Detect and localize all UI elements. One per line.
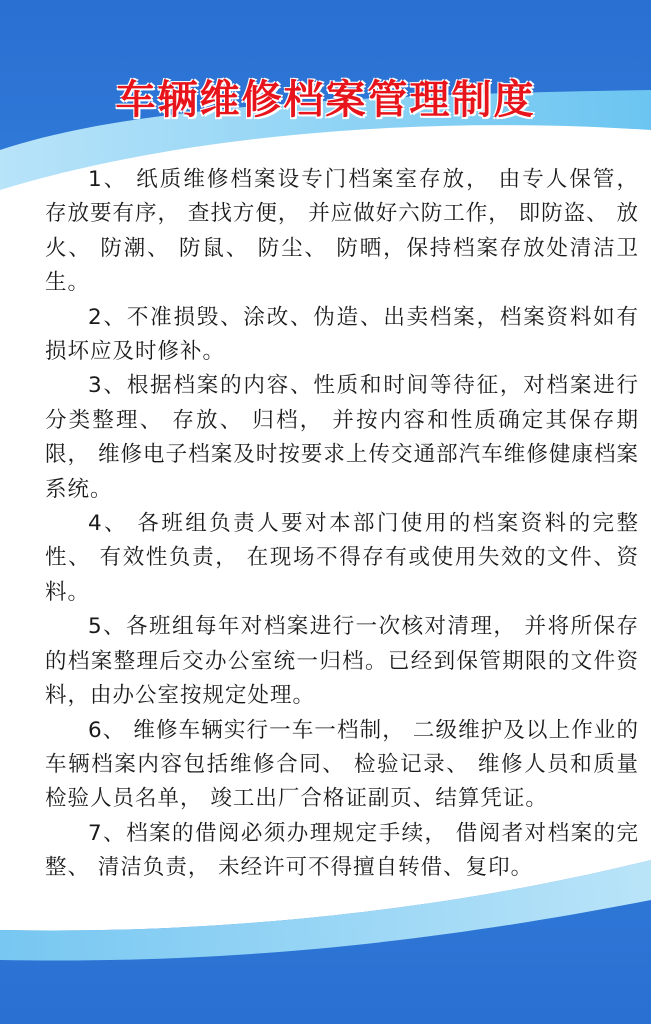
paragraph-1: 1、 纸质维修档案设专门档案室存放， 由专人保管， 存放要有序， 查找方便， 并应做好六防工作， 即防盗、 放火、 防潮、 防鼠、 防尘、 防晒，保持档案存放处清洁卫生。 [45, 167, 639, 296]
paragraph-6: 6、 维修车辆实行一车一档制， 二级维护及以上作业的车辆档案内容包括维修合同、 检验记录、 维修人员和质量检验人员名单， 竣工出厂合格证副页、结算凭证。 [45, 717, 639, 812]
paragraph-3: 3、根据档案的内容、性质和时间等待征，对档案进行分类整理、 存放、 归档， 并按内容和性质确定其保存期限， 维修电子档案及时按要求上传交通部汽车维修健康档案系统。 [45, 373, 639, 502]
paragraph-4: 4、 各班组负责人要对本部门使用的档案资料的完整性、 有效性负责， 在现场不得存有或使用失效的文件、资料。 [45, 511, 639, 605]
paragraph-5: 5、各班组每年对档案进行一次核对清理， 并将所保存的档案整理后交办公室统一归档。已经到保管期限的文件资料，由办公室按规定处理。 [45, 614, 639, 709]
page-title: 车辆维修档案管理制度 [115, 77, 536, 123]
paragraph-2: 2、不准损毁、涂改、伪造、出卖档案，档案资料如有损坏应及时修补。 [45, 304, 639, 365]
paragraph-7: 7、档案的借阅必须办理规定手续， 借阅者对档案的完整、 清洁负责， 未经许可不得擅自转借、复印。 [45, 820, 639, 881]
regulation-body [45, 163, 639, 886]
